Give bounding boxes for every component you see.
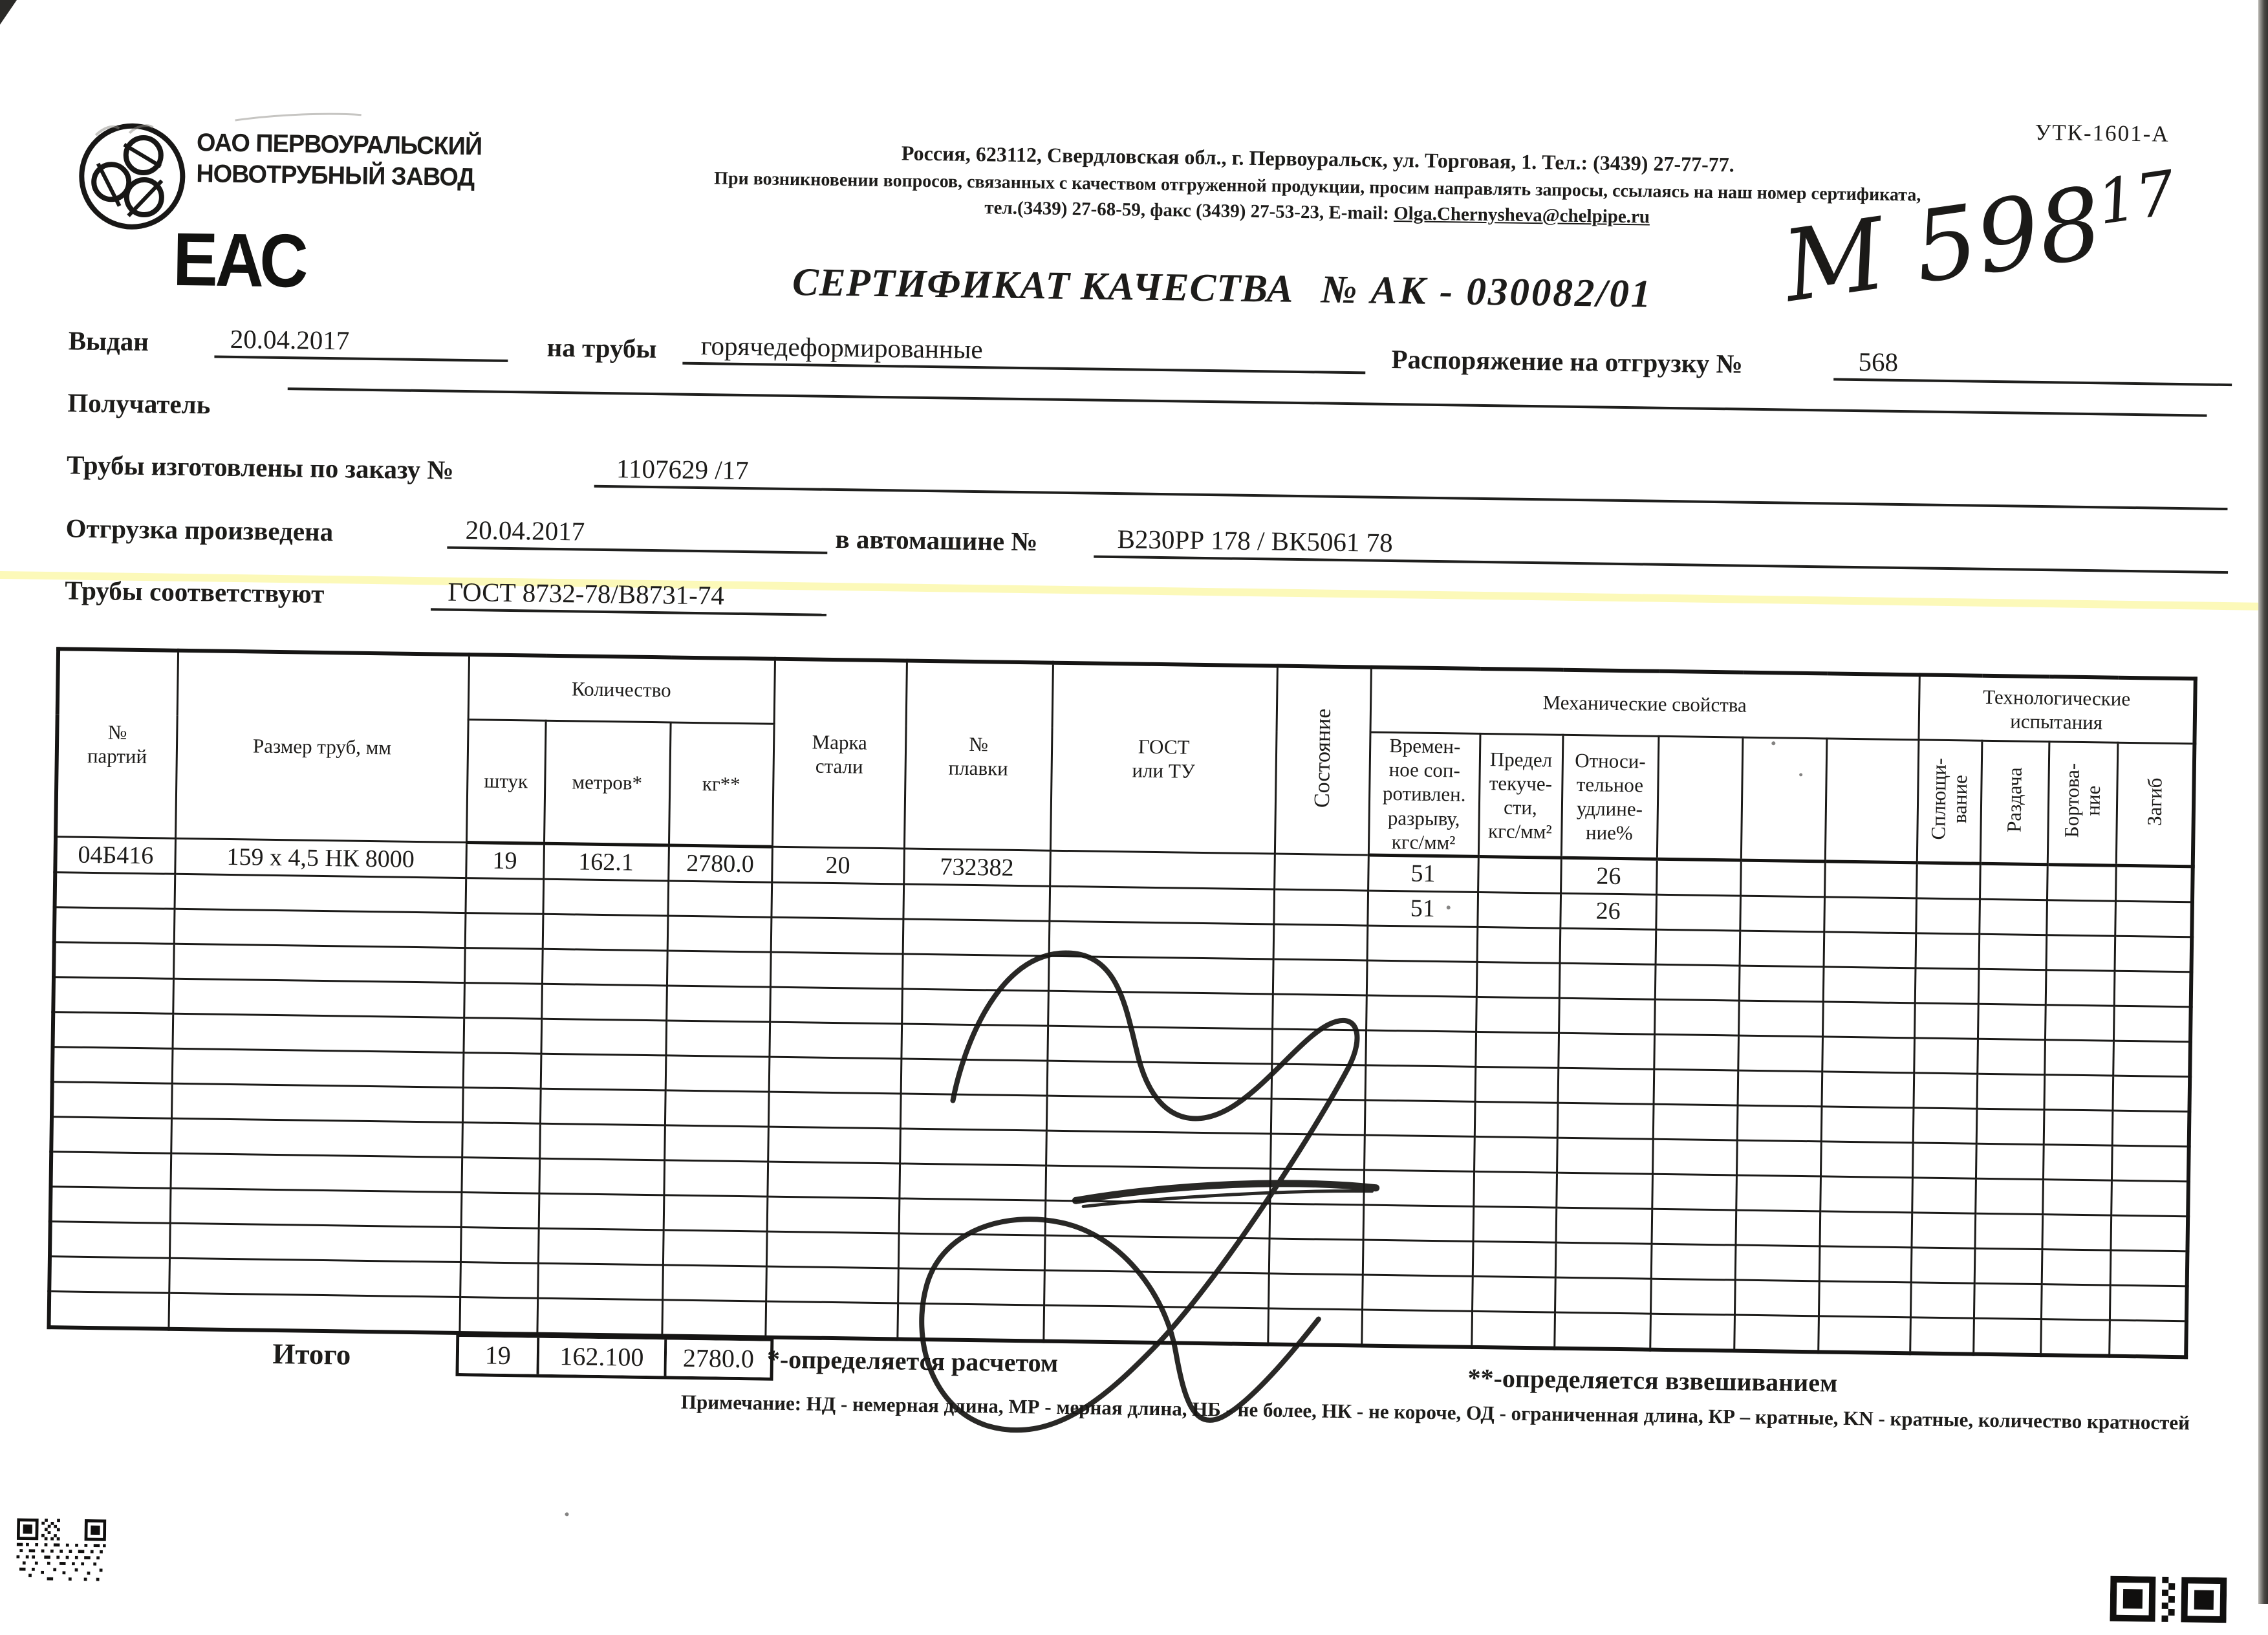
group-header-mechanical: Механические свойства — [1370, 667, 1919, 740]
col-header-size: Размер труб, мм — [175, 651, 469, 843]
totals-pieces: 19 — [459, 1337, 540, 1374]
cell-tensile: 51 — [1367, 891, 1478, 927]
scanner-streak-artifact — [0, 570, 2268, 611]
col-header-heat: № плавки — [904, 661, 1053, 851]
certificate-title — [792, 260, 1653, 318]
handwritten-number-text: М 598 — [1776, 165, 2110, 325]
pipes-value: горячедеформированные — [682, 330, 1366, 374]
ship-order-value: 568 — [1833, 346, 2232, 387]
cell-heat: 732382 — [903, 849, 1050, 886]
address-line1: Россия, 623112, Свердловская обл., г. Первоуральск, ул. Торговая, 1. Тел.: (3439) 27-77-77. — [901, 141, 1735, 177]
col-header-steel: Марка стали — [772, 659, 907, 849]
col-header-gost: ГОСТ или ТУ — [1050, 663, 1277, 854]
address-line2: При возникновении вопросов, связанных с качеством отгруженной продукции, просим направлять запросы, ссылаясь на наш номер сертификата, — [714, 168, 1921, 206]
flatten-vertical-label: Сплющи- вание — [1926, 757, 1971, 840]
col-header-flatten — [1917, 740, 1982, 863]
qr-code-bottom-left — [16, 1518, 106, 1584]
receiver-label: Получатель — [67, 387, 211, 420]
eac-mark: ЕАС — [172, 217, 307, 304]
col-header-batch: № партий — [56, 649, 178, 838]
col-header-bend — [2116, 742, 2195, 867]
totals-meters: 162.100 — [539, 1338, 667, 1376]
receiver-value — [288, 386, 2207, 417]
group-header-technological: Технологические испытания — [1919, 675, 2196, 743]
header-address-block — [509, 136, 2126, 235]
qr-code-bottom-right — [2110, 1576, 2227, 1630]
issued-value: 20.04.2017 — [214, 323, 508, 362]
cell-elongation: 26 — [1560, 893, 1656, 929]
note-abbreviations: Примечание: НД - немерная длина, МР - мерная длина, НБ - не более, НК - не короче, ОД - ограниченная длина, КР – кратные, KN - кратные, количество кратностей — [680, 1390, 2190, 1435]
cell-batch: 04Б416 — [55, 837, 175, 874]
col-header-mech-extra2 — [1741, 737, 1827, 861]
factory-logo-block — [76, 118, 632, 192]
certificate-number: № АК - 030082/01 — [1321, 268, 1653, 316]
totals-strip — [455, 1334, 773, 1381]
footnote-calculated: *-определяется расчетом — [766, 1344, 1059, 1378]
address-line3-text: тел.(3439) 27-68-59, факс (3439) 27-53-23, E-mail: — [984, 197, 1394, 224]
group-header-quantity: Количество — [468, 655, 775, 724]
truck-value: В230РР 178 / ВК5061 78 — [1094, 523, 2229, 574]
footnote-weighed: **-определяется взвешиванием — [1467, 1363, 1838, 1398]
cell-flatten — [1916, 863, 1980, 899]
cell-meters: 162.1 — [543, 843, 669, 881]
col-header-pieces: штук — [466, 720, 546, 844]
col-header-tensile: Времен- ное соп- ротивлен. разрыву, кгс/мм² — [1368, 732, 1480, 856]
cell-bend — [2115, 865, 2193, 902]
col-header-expand — [1980, 741, 2049, 864]
totals-label: Итого — [272, 1337, 351, 1371]
col-header-flange — [2047, 742, 2118, 865]
bend-vertical-label: Загиб — [2143, 777, 2166, 826]
certificate-table — [47, 647, 2198, 1359]
shipped-label: Отгрузка произведена — [65, 513, 334, 547]
contact-email: Olga.Chernysheva@chelpipe.ru — [1393, 202, 1650, 228]
title-text: СЕРТИФИКАТ КАЧЕСТВА — [792, 261, 1294, 311]
shipped-value: 20.04.2017 — [447, 514, 828, 554]
expand-vertical-label: Раздача — [2002, 766, 2026, 832]
conform-value: ГОСТ 8732-78/В8731-74 — [431, 576, 827, 616]
cell-flange — [2047, 865, 2116, 901]
cell-size: 159 х 4,5 НК 8000 — [175, 838, 466, 878]
cell-gost — [1050, 850, 1275, 889]
totals-kg: 2780.0 — [667, 1339, 771, 1377]
ship-order-label: Распоряжение на отгрузку № — [1391, 343, 1744, 379]
made-by-order-label: Трубы изготовлены по заказу № — [66, 449, 454, 485]
form-code: УТК-1601-А — [2035, 119, 2170, 147]
col-header-meters: метров* — [544, 720, 671, 845]
cell-state — [1274, 854, 1368, 891]
factory-name: ОАО ПЕРВОУРАЛЬСКИЙ НОВОТРУБНЫЙ ЗАВОД — [196, 129, 482, 192]
scan-edge-shadow — [2258, 0, 2268, 1604]
cell-tensile: 51 — [1368, 855, 1478, 892]
cell-steel: 20 — [772, 847, 904, 884]
handwritten-superscript-text: 17 — [2093, 158, 2180, 239]
cell-pieces: 19 — [466, 843, 544, 880]
col-header-kg: кг** — [669, 722, 774, 847]
flange-vertical-label: Бортова- ние — [2059, 763, 2104, 838]
col-header-yield: Предел текуче- сти, кгс/мм² — [1478, 733, 1563, 858]
cell-elongation: 26 — [1561, 858, 1657, 894]
col-header-mech-extra3 — [1825, 739, 1919, 863]
truck-label: в автомашине № — [835, 523, 1038, 557]
state-vertical-label: Состояние — [1310, 708, 1335, 808]
col-header-mech-extra1 — [1657, 736, 1743, 860]
cell-kg: 2780.0 — [668, 845, 772, 882]
cell-yield — [1478, 856, 1561, 893]
col-header-elongation: Относи- тельное удлине- ние% — [1561, 735, 1659, 859]
cell-expand — [1980, 863, 2047, 900]
conform-label: Трубы соответствуют — [65, 575, 325, 609]
made-by-order-value: 1107629 /17 — [594, 453, 2229, 510]
issued-label: Выдан — [68, 325, 149, 357]
col-header-state — [1275, 666, 1371, 855]
pipes-label: на трубы — [546, 332, 657, 364]
